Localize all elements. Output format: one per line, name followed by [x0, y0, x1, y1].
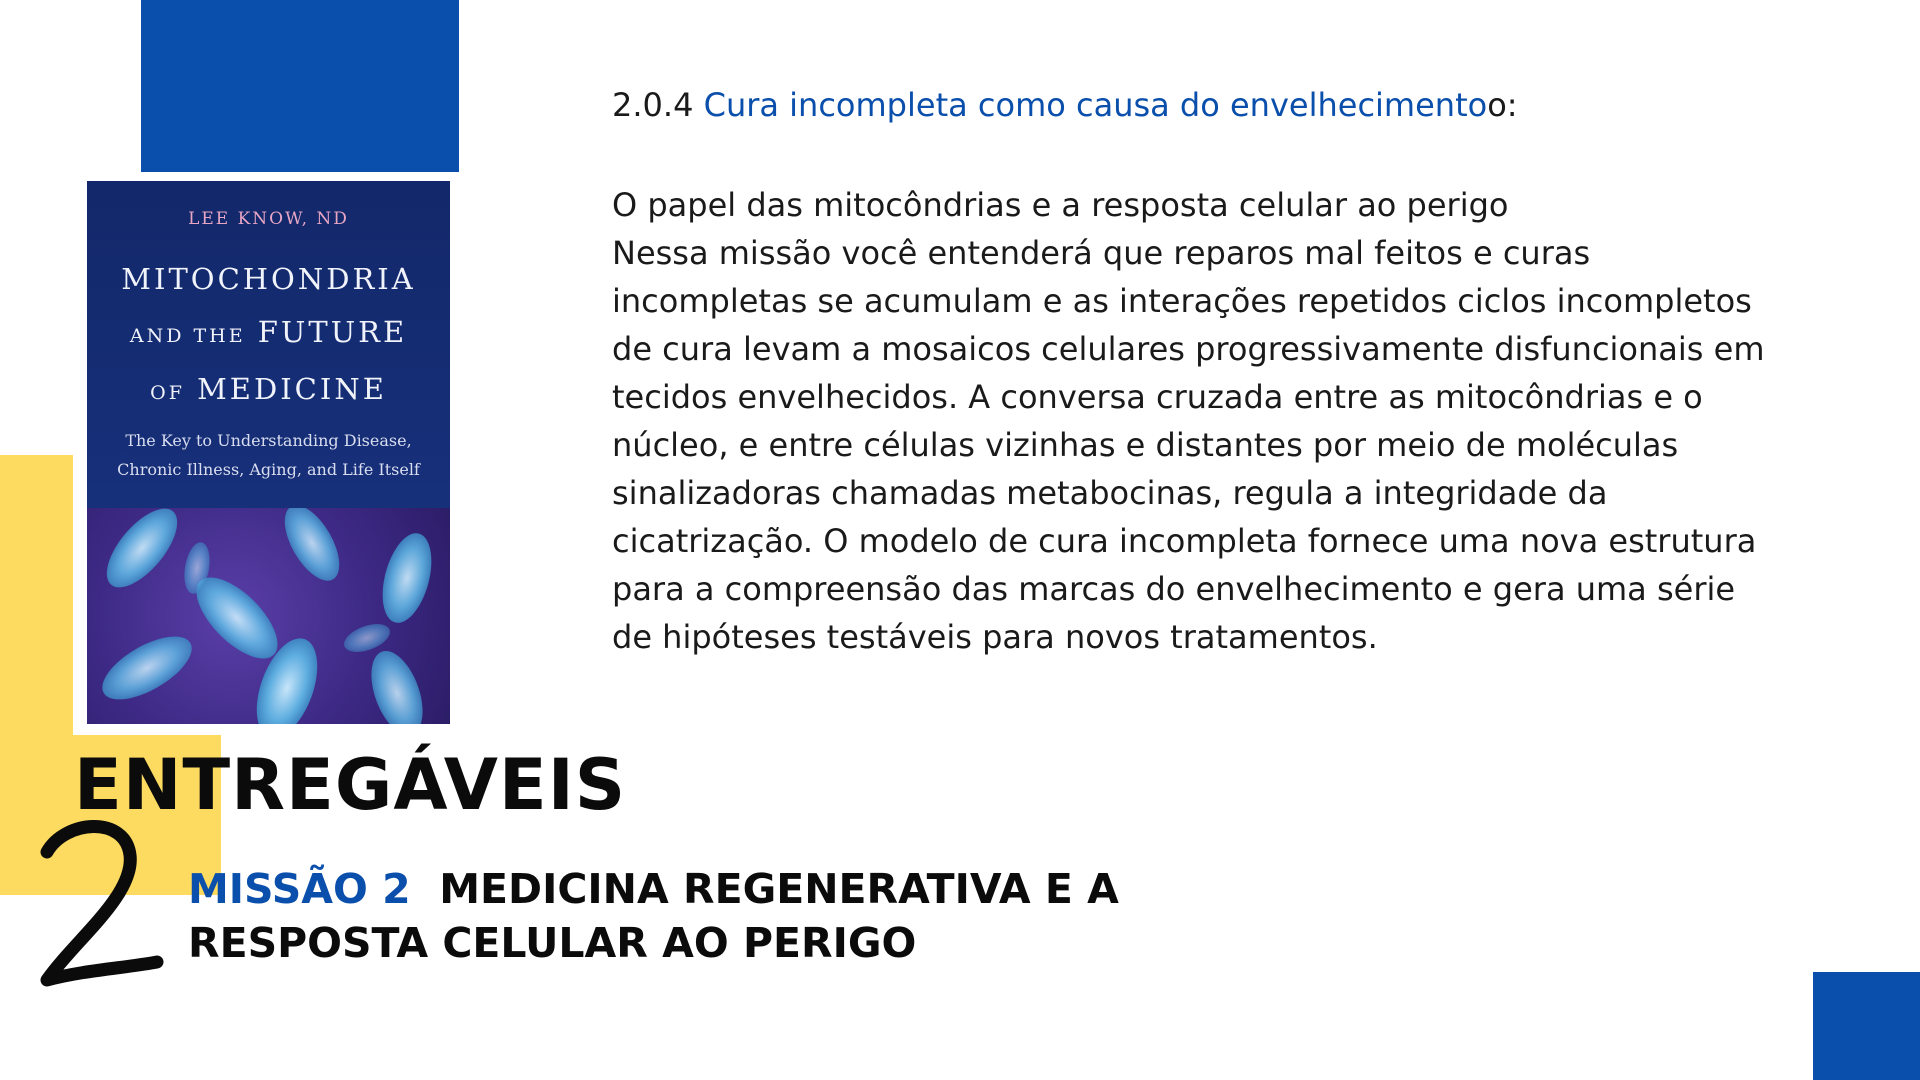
deliverables-title: ENTREGÁVEIS [74, 744, 627, 826]
book-cover-header [87, 181, 450, 508]
section-suffix: o: [1487, 86, 1518, 124]
brush-two-icon [35, 800, 165, 1000]
book-title-line3 [87, 363, 450, 420]
book-author: LEE KNOW, ND [188, 209, 349, 229]
book-cover [87, 181, 450, 724]
book-title-line2-small: AND THE [129, 325, 246, 347]
book-title-line3-main: MEDICINE [197, 372, 387, 406]
body-text [612, 181, 1782, 661]
mission-label: MISSÃO 2 [188, 865, 411, 913]
mitochondria-icon [87, 508, 450, 724]
book-title [87, 253, 450, 420]
mission-title [188, 862, 1188, 970]
section-heading [612, 86, 1518, 124]
mitochondria-illustration [87, 508, 450, 724]
body-subtitle: O papel das mitocôndrias e a resposta celular ao perigo [612, 186, 1509, 224]
top-blue-block [141, 0, 459, 172]
bottom-right-blue-block [1813, 972, 1920, 1080]
section-number: 2.0.4 [612, 86, 694, 124]
book-title-line3-small: OF [150, 382, 185, 404]
book-title-line2 [87, 306, 450, 363]
body-paragraph: Nessa missão você entenderá que reparos mal feitos e curas incompletas se acumulam e as interações repetidos ciclos incompletos de cura levam a mosaicos celulares progressivamente disfuncionais em tecidos envelhecidos. A conversa cruzada entre as mitocôndrias e o núcleo, e entre células vizinhas e distantes por meio de moléculas sinalizadoras chamadas metabocinas, regula a integridade da cicatrização. O modelo de cura incompleta fornece uma nova estrutura para a compreensão das marcas do envelhecimento e gera uma série de hipóteses testáveis para novos tratamentos. [612, 234, 1765, 656]
book-title-line1: MITOCHONDRIA [121, 262, 416, 296]
book-subtitle-line2: Chronic Illness, Aging, and Life Itself [117, 460, 420, 479]
book-subtitle-line1: The Key to Understanding Disease, [125, 431, 412, 450]
book-subtitle [87, 426, 450, 484]
book-title-line2-main: FUTURE [257, 315, 408, 349]
mission-title-line1: MEDICINA REGENERATIVA E A [439, 865, 1119, 913]
section-link[interactable]: Cura incompleta como causa do envelhecimento [703, 86, 1488, 124]
number-two-graphic [35, 800, 165, 1000]
mission-title-line2: RESPOSTA CELULAR AO PERIGO [188, 919, 917, 967]
